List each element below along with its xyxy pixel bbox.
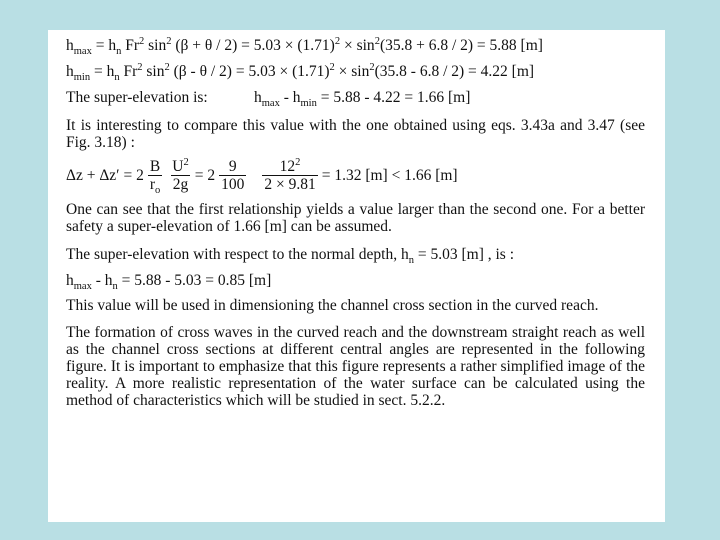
value-used-paragraph: This value will be used in dimensioning the channel cross section in the curved reach. <box>66 297 599 314</box>
document-page <box>48 30 665 522</box>
equation-hmax: $h_{max} = h_n$ Fr$^2$ $\sin^2 (\beta + \theta / 2) = 5.03 \times (1.71)^2 \times \sin^2(35.8 + 6.8 / 2) = 5.88$ [m] <box>66 36 543 57</box>
equation-hmax-minus-hn: $h_{max} - h_n = 5.88 - 5.03 = 0.85$ [m] <box>66 272 272 292</box>
one-can-see-paragraph: One can see that the first relationship yields a value larger than the second one. For a better safety a super-elevation of 1.66 [m] can be assumed. <box>66 201 645 235</box>
equation-hmin: $h_{min} = h_n$ Fr$^2$ $\sin^2 (\beta - \theta / 2) = 5.03 \times (1.71)^2 \times \sin^2(35.8 - 6.8 / 2) = 4.22$ [m] <box>66 62 535 83</box>
fraction-122-over-2x981: $\frac{12^2}{2 \times 9.81}$ <box>264 157 316 193</box>
formation-paragraph: The formation of cross waves in the curved reach and the downstream straight reach as well as the channel cross sections at different central angles are represented in the following figure. It is important to emphasize that this figure represents a rather simplified image of the reality. A more realistic representation of the water surface can be calculated using the method of characteristics which will be studied in sect. 5.2.2. <box>66 324 645 409</box>
normal-depth-line: The super-elevation with respect to the normal depth, $h_n = 5.03$ [m] , is : <box>66 246 515 266</box>
fraction-9-over-100: $\frac{9}{100}$ <box>221 158 245 193</box>
fraction-b-over-r0: $\frac{B}{r_o}$ <box>149 158 161 196</box>
superelevation-line: The super-elevation is: $h_{max} - h_{min} = 5.88 - 4.22 = 1.66$ [m] <box>66 89 471 109</box>
equation-delta-z: Δz + Δz′ = 2 $\frac{B}{r_o}$ $\frac{U^2}{2g}$ = 2 $\frac{9}{100}$ $\frac{12^2}{2 \times 9.81}$ = 1.32 [m] < 1.66 [m] <box>66 157 458 196</box>
fraction-u2-over-2g: $\frac{U^2}{2g}$ <box>172 157 189 193</box>
compare-paragraph: It is interesting to compare this value with the one obtained using eqs. 3.43a and 3.47 (see Fig. 3.18) : <box>66 117 645 151</box>
superelevation-label: The super-elevation is: <box>66 89 208 106</box>
